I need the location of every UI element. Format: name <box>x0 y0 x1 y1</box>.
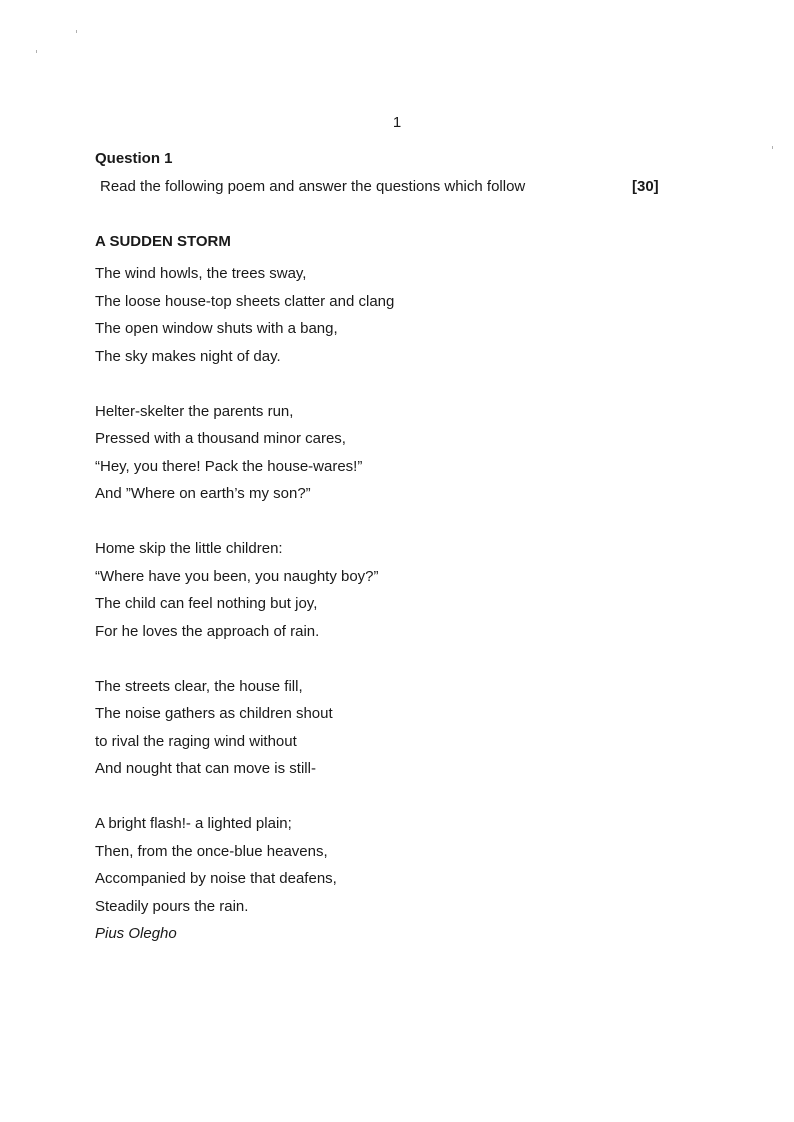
poem-line: The sky makes night of day. <box>95 347 281 365</box>
poem-line: “Hey, you there! Pack the house-wares!” <box>95 457 363 475</box>
poem-line: And ”Where on earth’s my son?” <box>95 485 311 502</box>
scan-speck <box>76 30 77 33</box>
poem-line: Steadily pours the rain. <box>95 897 249 915</box>
poem-stanza-3 <box>95 535 394 645</box>
poem-line: Helter-skelter the parents run, <box>95 402 294 420</box>
scan-speck <box>772 146 773 149</box>
poem-line: For he loves the approach of rain. <box>95 622 320 640</box>
poem-line: A bright flash!- a lighted plain; <box>95 815 292 832</box>
question-heading: Question 1 <box>95 150 173 167</box>
question-marks: [30] <box>632 178 659 195</box>
poem-line: And nought that can move is still- <box>95 760 316 777</box>
poem-line: The loose house-top sheets clatter and clang <box>95 292 395 310</box>
poem-stanza-4 <box>95 673 394 783</box>
scan-speck <box>36 50 37 53</box>
poem-line: Then, from the once-blue heavens, <box>95 842 328 860</box>
poem-title: A SUDDEN STORM <box>95 233 231 250</box>
poem-body <box>95 260 394 948</box>
poem-line: The streets clear, the house fill, <box>95 677 303 695</box>
page-number: 1 <box>392 114 402 131</box>
poem-line: Pressed with a thousand minor cares, <box>95 430 346 447</box>
poem-line: to rival the raging wind without <box>95 732 297 750</box>
poem-stanza-2 <box>95 398 394 508</box>
poem-stanza-1 <box>95 260 394 370</box>
poem-author: Pius Olegho <box>95 925 177 942</box>
question-instruction: Read the following poem and answer the questions which follow <box>100 178 526 195</box>
poem-line: The child can feel nothing but joy, <box>95 595 318 612</box>
poem-stanza-5 <box>95 810 394 948</box>
poem-line: The noise gathers as children shout <box>95 705 333 722</box>
poem-line: Home skip the little children: <box>95 540 283 557</box>
poem-line: “Where have you been, you naughty boy?” <box>95 567 379 585</box>
poem-line: Accompanied by noise that deafens, <box>95 870 337 887</box>
poem-line: The wind howls, the trees sway, <box>95 265 307 282</box>
poem-line: The open window shuts with a bang, <box>95 320 338 337</box>
